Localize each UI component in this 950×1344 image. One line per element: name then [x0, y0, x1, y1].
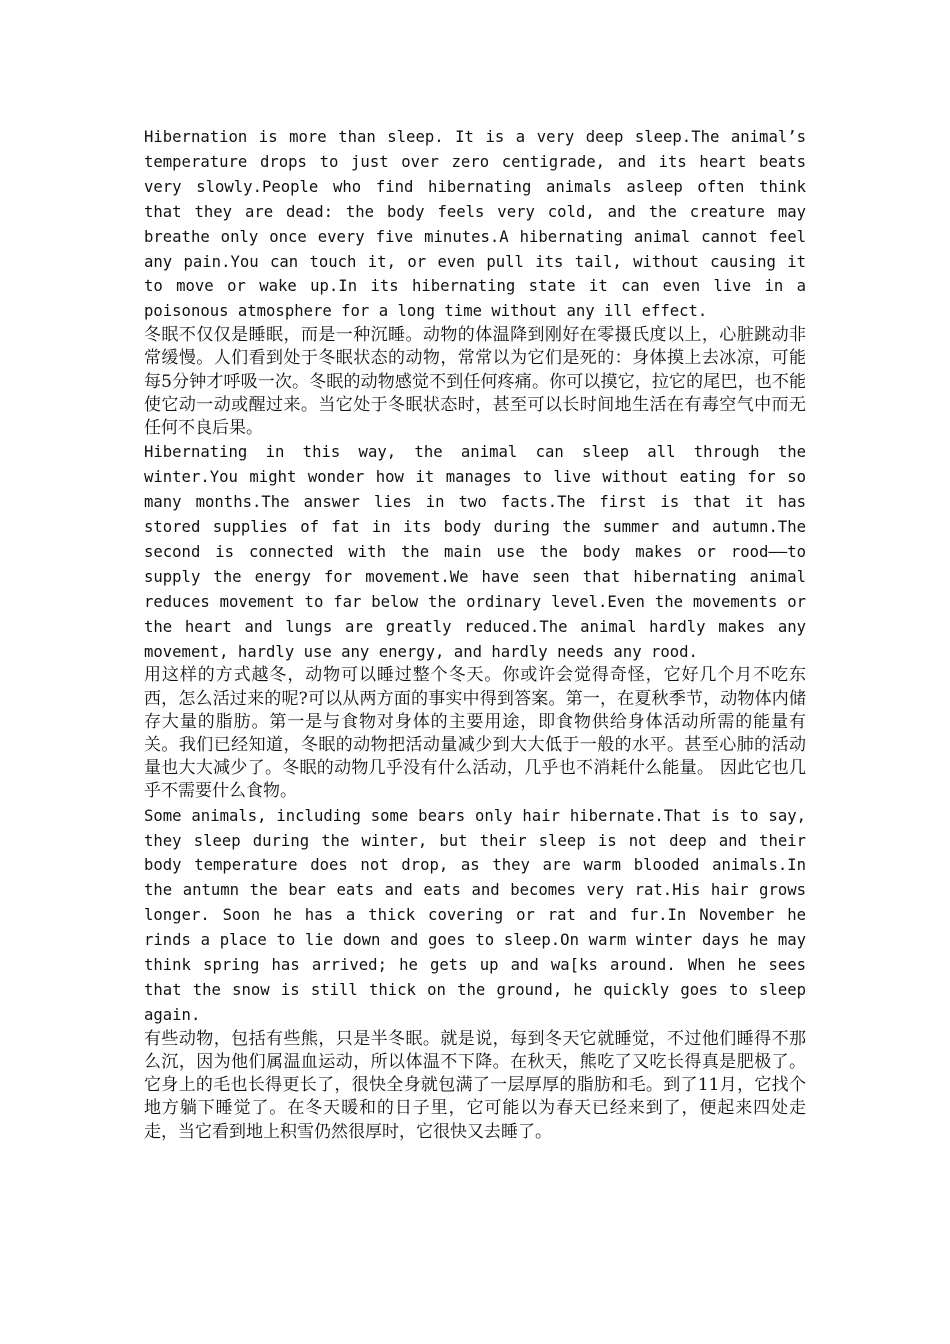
- chinese-paragraph-2: 用这样的方式越冬，动物可以睡过整个冬天。你或许会觉得奇怪，它好几个月不吃东西，怎么活过来的呢?可以从两方面的事实中得到答案。第一，在夏秋季节，动物体内储存大量的脂肪。第一是与食物对身体的主要用途，即食物供给身体活动所需的能量有关。我们已经知道，冬眠的动物把活动量减少到大大低于一般的水平。甚至心肺的活动量也大大减少了。冬眠的动物几乎没有什么活动，几乎也不消耗什么能量。 因此它也几乎不需要什么食物。: [144, 665, 806, 802]
- english-paragraph-3: Some animals, including some bears only hair hibernate.That is to say, they sleep during the winter, but their sleep is not deep and their body temperature does not drop, as they are warm blooded animals.In the antumn the bear eats and eats and becomes very rat.His hair grows longer. Soon he has a thick covering or rat and fur.In November he rinds a place to lie down and goes to sleep.On warm winter days he may think spring has arrived; he gets up and wa[ks around. When he sees that the snow is still thick on the ground, he quickly goes to sleep again.: [144, 806, 806, 1024]
- document-page: [144, 125, 806, 1144]
- english-paragraph-1: Hibernation is more than sleep. It is a very deep sleep.The animal’s temperature drops to just over zero centigrade, and its heart beats very slowly.People who find hibernating animals asleep often think that they are dead: the body feels very cold, and the creature may breathe only once every five minutes.A hibernating animal cannot feel any pain.You can touch it, or even pull its tail, without causing it to move or wake up.In its hibernating state it can even live in a poisonous atmosphere for a long time without any ill effect.: [144, 128, 806, 321]
- chinese-paragraph-3: 有些动物，包括有些熊，只是半冬眠。就是说，每到冬天它就睡觉，不过他们睡得不那么沉，因为他们属温血运动，所以体温不下降。在秋天，熊吃了又吃长得真是肥极了。它身上的毛也长得更长了，很快全身就包满了一层厚厚的脂肪和毛。到了11月，它找个地方躺下睡觉了。在冬天暖和的日子里，它可能以为春天已经来到了，便起来四处走走，当它看到地上积雪仍然很厚时，它很快又去睡了。: [144, 1028, 806, 1142]
- chinese-paragraph-1: 冬眠不仅仅是睡眠，而是一种沉睡。动物的体温降到刚好在零摄氏度以上，心脏跳动非常缓慢。人们看到处于冬眠状态的动物，常常以为它们是死的：身体摸上去冰凉，可能每5分钟才呼吸一次。冬眠的动物感觉不到任何疼痛。你可以摸它，拉它的尾巴，也不能使它动一动或醒过来。当它处于冬眠状态时，甚至可以长时间地生活在有毒空气中而无任何不良后果。: [144, 325, 806, 439]
- english-paragraph-2: Hibernating in this way, the animal can sleep all through the winter.You might wonder how it manages to live without eating for so many months.The answer lies in two facts.The first is that it has stored supplies of fat in its body during the summer and autumn.The second is connected with the main use the body makes or rood——to supply the energy for movement.We have seen that hibernating animal reduces movement to far below the ordinary level.Even the movements or the heart and lungs are greatly reduced.The animal hardly makes any movement, hardly use any energy, and hardly needs any rood.: [144, 443, 806, 661]
